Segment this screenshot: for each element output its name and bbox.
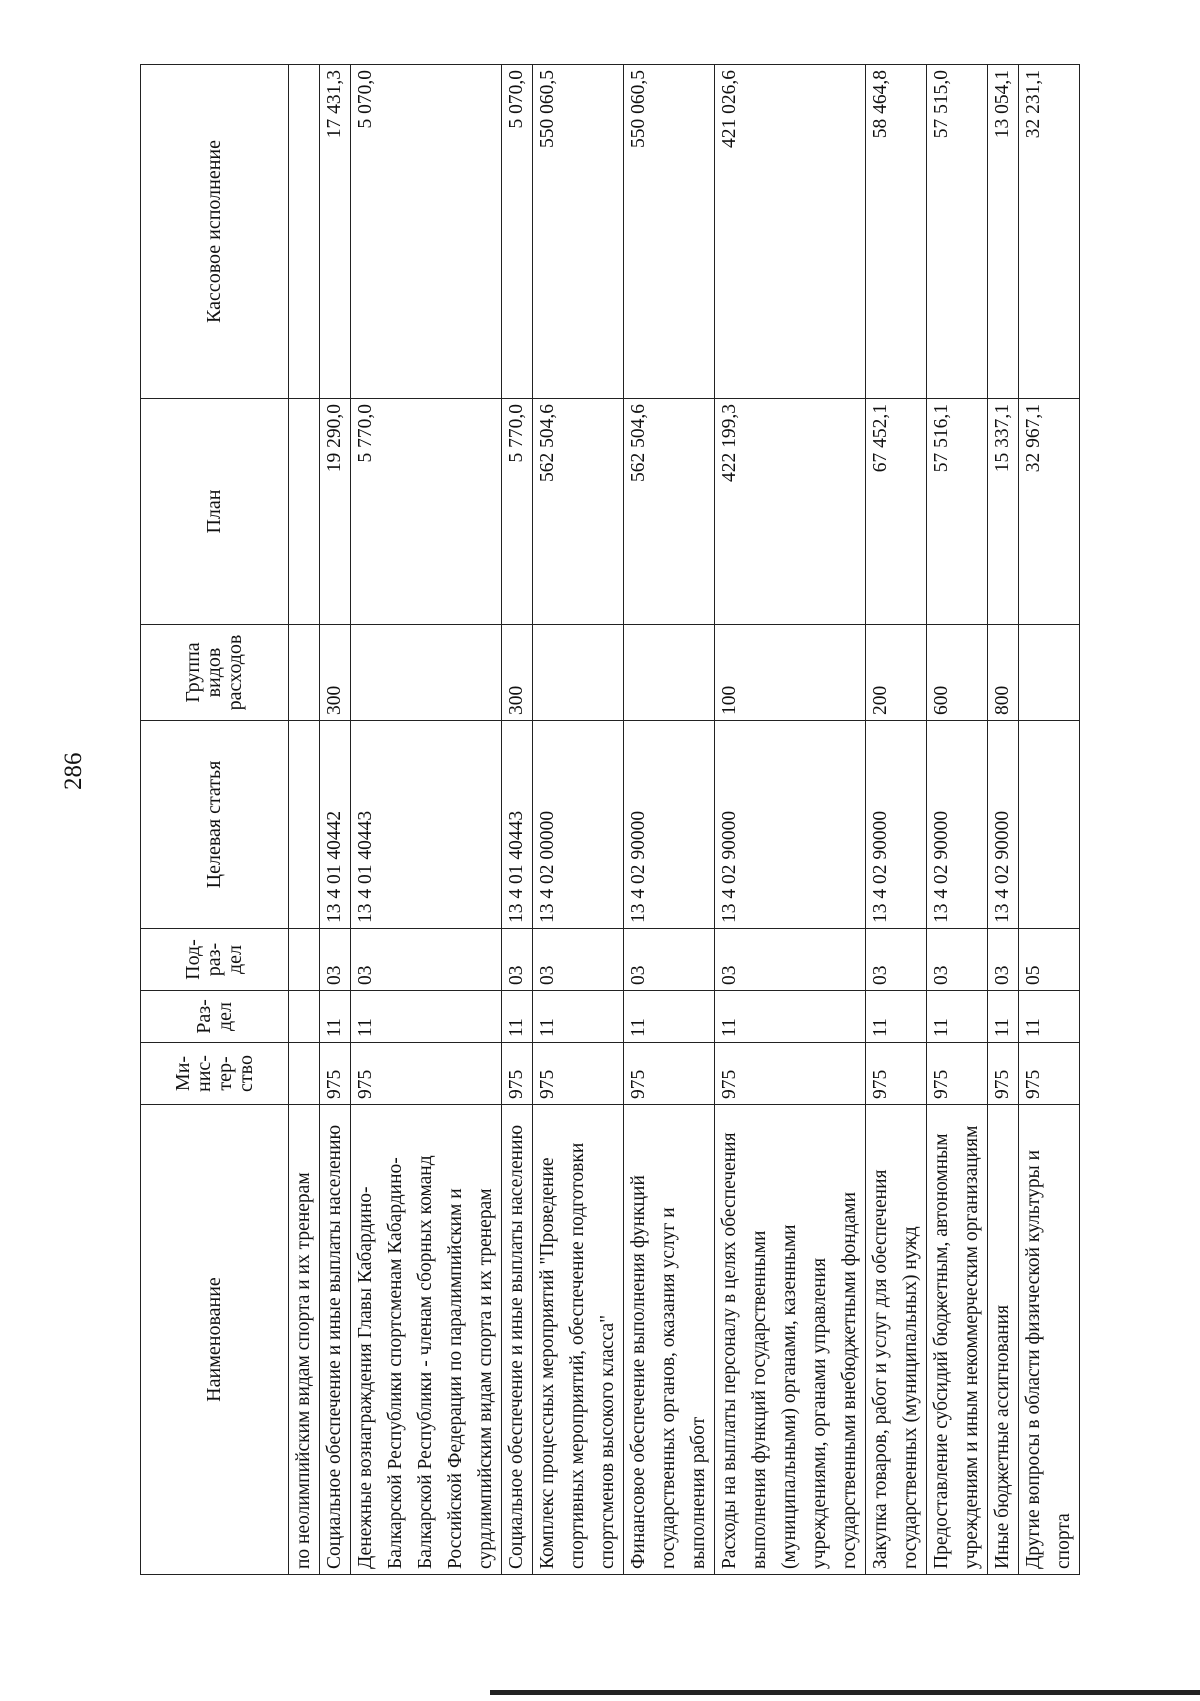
cell-name: Расходы на выплаты персоналу в целях обеспечения выполнения функций государственными (муниципальными) органами, казенными учреждениями, органами управления государственными внебюджетными фондами (715, 1105, 866, 1575)
cell-name: Денежные вознаграждения Главы Кабардино-Балкарской Республики спортсменам Кабардино-Балкарской Республики - членам сборных команд Российской Федерации по паралимпийским и сурдлимпийским видам спорта и их тренерам (351, 1105, 502, 1575)
cell-group: 200 (866, 625, 927, 721)
cell-section: 11 (502, 991, 533, 1043)
cell-plan: 32 967,1 (1019, 399, 1080, 625)
cell-execution: 5 070,0 (502, 65, 533, 399)
cell-ministry: 975 (866, 1043, 927, 1105)
table-row (988, 65, 1019, 1575)
table-row (289, 65, 320, 1575)
cell-ministry: 975 (351, 1043, 502, 1105)
cell-plan: 19 290,0 (320, 399, 351, 625)
cell-execution: 32 231,1 (1019, 65, 1080, 399)
table-row (502, 65, 533, 1575)
cell-execution (289, 65, 320, 399)
cell-name: Иные бюджетные ассигнования (988, 1105, 1019, 1575)
cell-subsection (289, 929, 320, 991)
cell-target (1019, 721, 1080, 929)
cell-ministry: 975 (988, 1043, 1019, 1105)
cell-subsection: 03 (533, 929, 624, 991)
cell-subsection: 03 (866, 929, 927, 991)
cell-ministry: 975 (320, 1043, 351, 1105)
cell-group: 300 (502, 625, 533, 721)
header-subsection: Под-раз-дел (141, 929, 289, 991)
cell-target: 13 4 01 40443 (502, 721, 533, 929)
cell-section: 11 (320, 991, 351, 1043)
header-plan: План (141, 399, 289, 625)
cell-execution: 550 060,5 (533, 65, 624, 399)
cell-plan: 5 770,0 (502, 399, 533, 625)
cell-name: по неолимпийским видам спорта и их тренерам (289, 1105, 320, 1575)
cell-target: 13 4 02 90000 (866, 721, 927, 929)
cell-name: Закупка товаров, работ и услуг для обеспечения государственных (муниципальных) нужд (866, 1105, 927, 1575)
cell-ministry (289, 1043, 320, 1105)
cell-execution: 13 054,1 (988, 65, 1019, 399)
cell-target: 13 4 02 90000 (988, 721, 1019, 929)
cell-plan (289, 399, 320, 625)
cell-section (289, 991, 320, 1043)
cell-target: 13 4 02 90000 (624, 721, 715, 929)
page-number: 286 (60, 752, 87, 790)
cell-name: Комплекс процессных мероприятий "Проведение спортивных мероприятий, обеспечение подготовки спортсменов высокого класса" (533, 1105, 624, 1575)
cell-subsection: 03 (351, 929, 502, 991)
cell-plan: 422 199,3 (715, 399, 866, 625)
cell-ministry: 975 (715, 1043, 866, 1105)
cell-section: 11 (624, 991, 715, 1043)
header-group: Группа видов расходов (141, 625, 289, 721)
table-header-row (141, 65, 289, 1575)
cell-section: 11 (927, 991, 988, 1043)
cell-execution: 5 070,0 (351, 65, 502, 399)
cell-plan: 57 516,1 (927, 399, 988, 625)
cell-target: 13 4 01 40443 (351, 721, 502, 929)
cell-name: Социальное обеспечение и иные выплаты населению (502, 1105, 533, 1575)
table-row (715, 65, 866, 1575)
cell-ministry: 975 (624, 1043, 715, 1105)
cell-plan: 562 504,6 (624, 399, 715, 625)
cell-subsection: 05 (1019, 929, 1080, 991)
cell-group (351, 625, 502, 721)
cell-group (289, 625, 320, 721)
cell-name: Финансовое обеспечение выполнения функций государственных органов, оказания услуг и выполнения работ (624, 1105, 715, 1575)
cell-name: Предоставление субсидий бюджетным, автономным учреждениям и иным некоммерческим организациям (927, 1105, 988, 1575)
cell-subsection: 03 (927, 929, 988, 991)
cell-target: 13 4 02 00000 (533, 721, 624, 929)
cell-group: 300 (320, 625, 351, 721)
cell-plan: 5 770,0 (351, 399, 502, 625)
cell-execution: 421 026,6 (715, 65, 866, 399)
cell-subsection: 03 (988, 929, 1019, 991)
cell-group: 800 (988, 625, 1019, 721)
scan-edge-line (490, 1690, 1200, 1695)
cell-ministry: 975 (502, 1043, 533, 1105)
cell-subsection: 03 (624, 929, 715, 991)
cell-name: Социальное обеспечение и иные выплаты населению (320, 1105, 351, 1575)
table-row (1019, 65, 1080, 1575)
cell-execution: 550 060,5 (624, 65, 715, 399)
header-section: Раз-дел (141, 991, 289, 1043)
table-row (866, 65, 927, 1575)
table-row (927, 65, 988, 1575)
cell-execution: 17 431,3 (320, 65, 351, 399)
table-row (624, 65, 715, 1575)
header-name: Наименование (141, 1105, 289, 1575)
cell-section: 11 (988, 991, 1019, 1043)
header-target: Целевая статья (141, 721, 289, 929)
cell-target: 13 4 02 90000 (715, 721, 866, 929)
cell-section: 11 (866, 991, 927, 1043)
table-row (320, 65, 351, 1575)
cell-target (289, 721, 320, 929)
cell-section: 11 (715, 991, 866, 1043)
cell-target: 13 4 01 40442 (320, 721, 351, 929)
table-row (351, 65, 502, 1575)
cell-group: 100 (715, 625, 866, 721)
cell-target: 13 4 02 90000 (927, 721, 988, 929)
cell-ministry: 975 (1019, 1043, 1080, 1105)
header-ministry: Ми-нис-тер-ство (141, 1043, 289, 1105)
cell-subsection: 03 (320, 929, 351, 991)
rotated-page-content (140, 65, 1074, 1575)
budget-table (140, 64, 1080, 1575)
cell-group: 600 (927, 625, 988, 721)
cell-subsection: 03 (502, 929, 533, 991)
cell-execution: 57 515,0 (927, 65, 988, 399)
cell-group (1019, 625, 1080, 721)
cell-plan: 15 337,1 (988, 399, 1019, 625)
table-body (289, 65, 1080, 1575)
cell-section: 11 (351, 991, 502, 1043)
cell-ministry: 975 (927, 1043, 988, 1105)
cell-group (533, 625, 624, 721)
cell-section: 11 (533, 991, 624, 1043)
cell-section: 11 (1019, 991, 1080, 1043)
cell-execution: 58 464,8 (866, 65, 927, 399)
cell-plan: 67 452,1 (866, 399, 927, 625)
cell-ministry: 975 (533, 1043, 624, 1105)
cell-subsection: 03 (715, 929, 866, 991)
cell-plan: 562 504,6 (533, 399, 624, 625)
cell-name: Другие вопросы в области физической культуры и спорта (1019, 1105, 1080, 1575)
header-execution: Кассовое исполнение (141, 65, 289, 399)
table-row (533, 65, 624, 1575)
cell-group (624, 625, 715, 721)
